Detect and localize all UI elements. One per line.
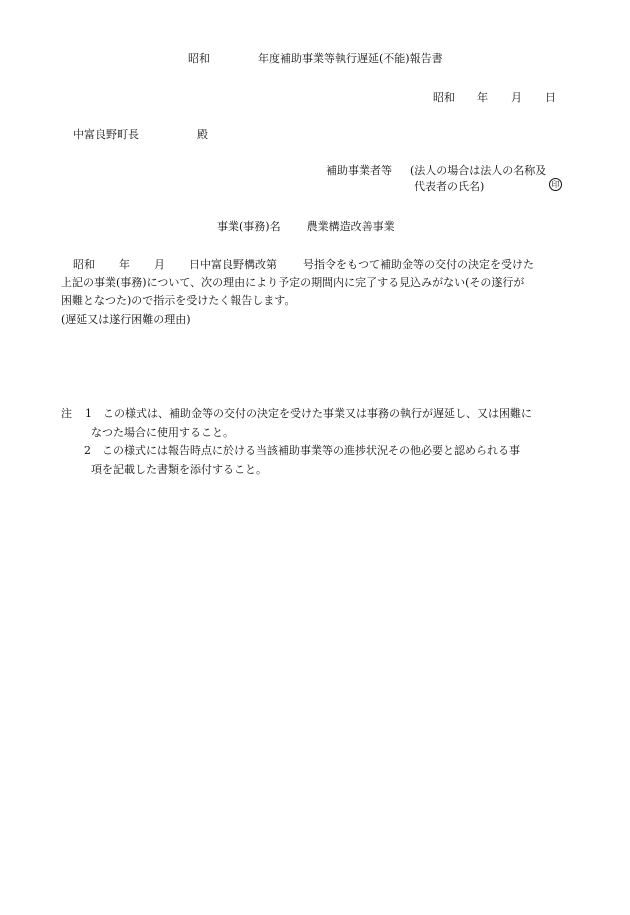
body-line1-rest: 号指令をもつて補助金等の交付の決定を受けた: [303, 258, 534, 271]
document-title: [188, 52, 443, 66]
note-2: [84, 444, 520, 458]
note-2-line2: 項を記載した書類を添付すること。: [91, 463, 267, 476]
note-2-line1: この様式には報告時点に於ける当該補助事業等の進捗状況その他必要と認められる事: [102, 444, 520, 457]
note-2-number: 2: [84, 444, 91, 457]
note-1-number: 1: [85, 407, 92, 420]
addressee-name: 中富良野町長: [73, 128, 139, 141]
project-name: 農業構造改善事業: [306, 220, 395, 233]
note-1-line2: なつた場合に使用すること。: [91, 426, 234, 439]
body-line-1: [73, 258, 534, 272]
applicant-label: 補助事業者等: [326, 164, 392, 177]
title-era: 昭和: [188, 52, 210, 65]
applicant-note-line2: 代表者の氏名): [414, 180, 485, 193]
body-year: 年: [119, 258, 130, 271]
date-year: 年: [477, 91, 488, 104]
notes-label: 注: [61, 407, 72, 420]
report-date: [433, 91, 556, 105]
body-month: 月: [154, 258, 165, 271]
title-text: 年度補助事業等執行遅延(不能)報告書: [258, 52, 443, 65]
seal-mark: 印: [549, 178, 562, 191]
date-month: 月: [511, 91, 522, 104]
reason-label: (遅延又は遂行困難の理由): [61, 313, 191, 326]
applicant-line: [326, 164, 546, 178]
body-line-3: 困難となつた)ので指示を受けたく報告します。: [61, 294, 296, 307]
addressee: [73, 128, 208, 142]
date-era: 昭和: [433, 91, 455, 104]
applicant-note-line1: (法人の場合は法人の名称及: [410, 164, 547, 177]
date-day: 日: [545, 91, 556, 104]
body-era: 昭和: [73, 258, 95, 271]
note-1-line1: この様式は、補助金等の交付の決定を受けた事業又は事務の執行が遅延し、又は困難に: [103, 407, 532, 420]
project-line: [217, 220, 395, 234]
body-line-2: 上記の事業(事務)について、次の理由により予定の期間内に完了する見込みがない(その遂行が: [61, 276, 525, 289]
project-label: 事業(事務)名: [217, 220, 281, 233]
note-1: [61, 407, 532, 421]
addressee-honorific: 殿: [197, 128, 208, 141]
body-day-ref: 日中富良野構改第: [189, 258, 277, 271]
